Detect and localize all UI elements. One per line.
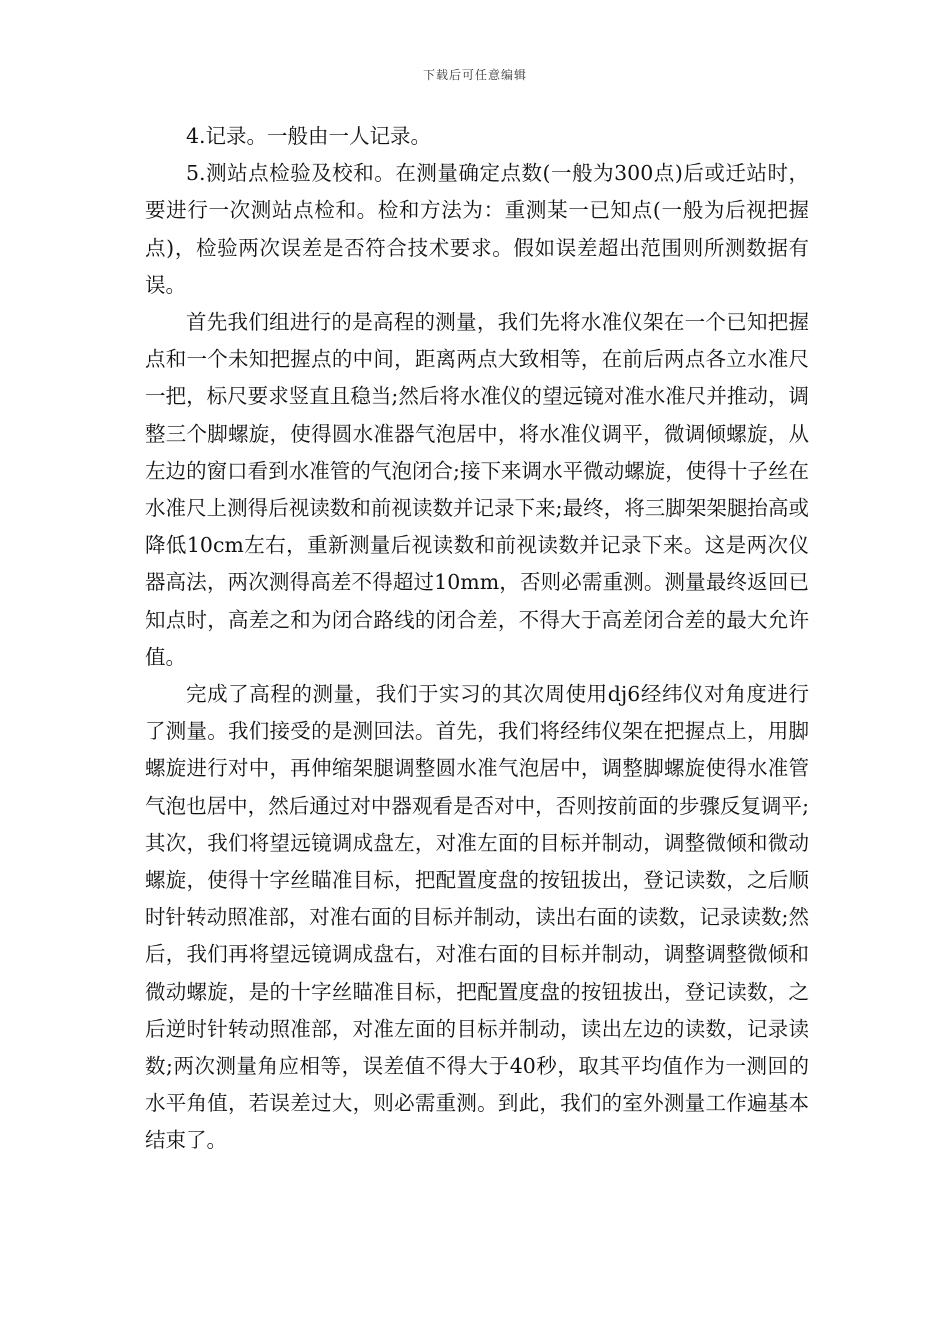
document-body [145,118,809,1160]
paragraph-elevation-measurement: 首先我们组进行的是高程的测量，我们先将水准仪架在一个已知把握点和一个未知把握点的中间，距离两点大致相等，在前后两点各立水准尺一把，标尺要求竖直且稳当;然后将水准仪的望远镜对准水准尺并推动，调整三个脚螺旋，使得圆水准器气泡居中，将水准仪调平，微调倾螺旋，从左边的窗口看到水准管的气泡闭合;接下来调水平微动螺旋，使得十子丝在水准尺上测得后视读数和前视读数并记录下来;最终，将三脚架架腿抬高或降低10cm左右，重新测量后视读数和前视读数并记录下来。这是两次仪器高法，两次测得高差不得超过10mm，否则必需重测。测量最终返回已知点时，高差之和为闭合路线的闭合差，不得大于高差闭合差的最大允许值。 [145,310,809,669]
paragraph-station-check: 5.测站点检验及校和。在测量确定点数(一般为300点)后或迁站时，要进行一次测站点检和。检和方法为：重测某一已知点(一般为后视把握点)，检验两次误差是否符合技术要求。假如误差超出范围则所测数据有误。 [145,161,809,297]
paragraph-angle-measurement: 完成了高程的测量，我们于实习的其次周使用dj6经纬仪对角度进行了测量。我们接受的是测回法。首先，我们将经纬仪架在把握点上，用脚螺旋进行对中，再伸缩架腿调整圆水准气泡居中，调整脚螺旋使得水准管气泡也居中，然后通过对中器观看是否对中，否则按前面的步骤反复调平;其次，我们将望远镜调成盘左，对准左面的目标并制动，调整微倾和微动螺旋，使得十字丝瞄准目标，把配置度盘的按钮拔出，登记读数，之后顺时针转动照准部，对准右面的目标并制动，读出右面的读数，记录读数;然后，我们再将望远镜调成盘右，对准右面的目标并制动，调整调整微倾和微动螺旋，是的十字丝瞄准目标，把配置度盘的按钮拔出，登记读数，之后逆时针转动照准部，对准左面的目标并制动，读出左边的读数，记录读数;两次测量角应相等，误差值不得大于40秒，取其平均值作为一测回的水平角值，若误差过大，则必需重测。到此，我们的室外测量工作遍基本结束了。 [145,682,809,1153]
page-header: 下载后可任意编辑 [422,68,527,82]
paragraph-record: 4.记录。一般由一人记录。 [186,124,432,148]
